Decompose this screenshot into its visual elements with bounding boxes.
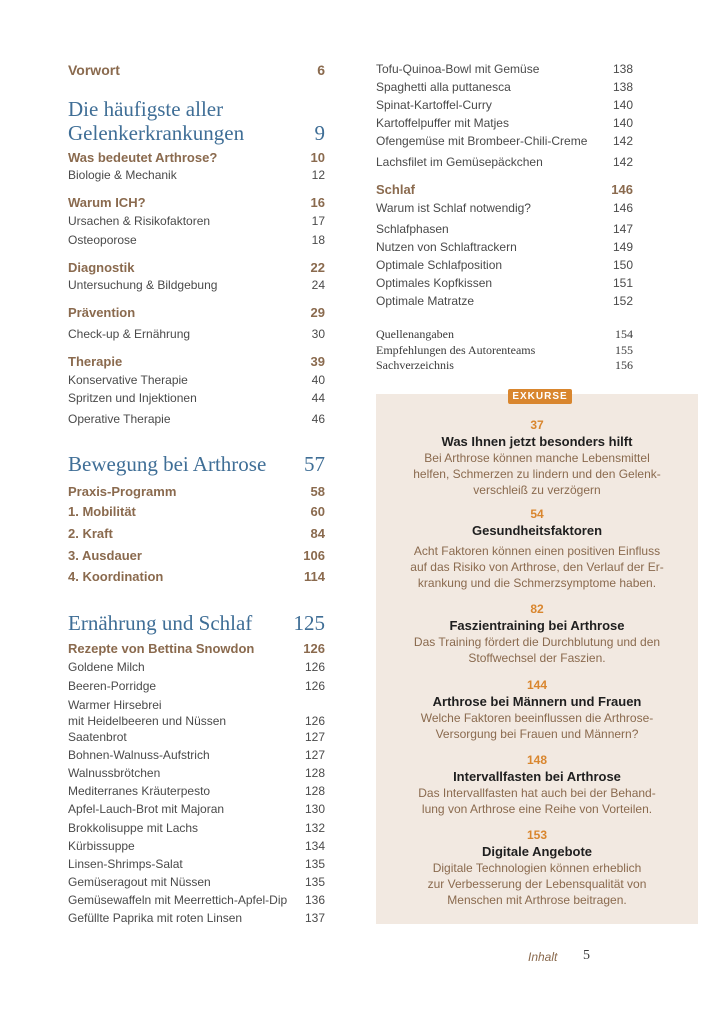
exkurs-desc: auf das Risiko von Arthrose, den Verlauf der Er- <box>410 560 664 574</box>
toc-page: 138 <box>612 62 633 76</box>
toc-section[interactable] <box>68 504 325 519</box>
toc-label: Optimales Kopfkissen <box>376 276 493 290</box>
toc-entry[interactable] <box>68 327 325 341</box>
toc-label: Kürbissuppe <box>68 839 135 853</box>
exkurs-page: 148 <box>526 753 548 767</box>
toc-entry[interactable] <box>68 730 325 744</box>
exkurs-title: Digitale Angebote <box>481 844 593 859</box>
toc-label: Spaghetti alla puttanesca <box>376 80 511 94</box>
exkurs-title: Gesundheitsfaktoren <box>471 523 603 538</box>
toc-entry[interactable] <box>68 214 325 228</box>
exkurs-desc: zur Verbesserung der Lebensqualität von <box>427 877 647 891</box>
toc-section[interactable] <box>68 569 325 584</box>
toc-section[interactable] <box>68 526 325 541</box>
toc-label: Konservative Therapie <box>68 373 188 387</box>
toc-page: 128 <box>304 784 325 798</box>
chapter-2-title[interactable] <box>68 452 325 476</box>
exkurs-item[interactable] <box>376 827 698 908</box>
toc-label: Osteoporose <box>68 233 137 247</box>
exkurs-item[interactable] <box>376 506 698 591</box>
exkurs-desc: helfen, Schmerzen zu lindern und den Gelenk- <box>413 467 661 481</box>
toc-label: Biologie & Mechanik <box>68 168 177 182</box>
toc-entry[interactable] <box>68 168 325 182</box>
toc-page: 10 <box>310 150 325 165</box>
chapter-page: 57 <box>304 452 325 476</box>
toc-entry[interactable] <box>376 116 633 130</box>
toc-label: Prävention <box>68 305 136 320</box>
toc-page: 146 <box>611 182 633 197</box>
toc-page: 58 <box>310 484 325 499</box>
exkurs-desc: verschleiß zu verzögern <box>473 483 601 497</box>
toc-entry-two-line[interactable] <box>68 697 325 729</box>
toc-page: 46 <box>311 412 325 426</box>
toc-page: 136 <box>304 893 325 907</box>
toc-page: 138 <box>612 80 633 94</box>
toc-label: Warum ist Schlaf notwendig? <box>376 201 531 215</box>
toc-label: Saatenbrot <box>68 730 127 744</box>
exkurs-page: 144 <box>526 678 548 692</box>
toc-label: Vorwort <box>68 62 120 78</box>
toc-entry[interactable] <box>68 893 325 907</box>
toc-section[interactable] <box>68 641 325 656</box>
toc-label: Ursachen & Risikofaktoren <box>68 214 211 228</box>
toc-label: Bohnen-Walnuss-Aufstrich <box>68 748 210 762</box>
toc-entry[interactable] <box>376 80 633 94</box>
chapter-title: Bewegung bei Arthrose <box>68 452 267 476</box>
toc-label: Quellenangaben <box>376 327 454 341</box>
toc-label: Mediterranes Kräuterpesto <box>68 784 211 798</box>
toc-entry[interactable] <box>68 857 325 871</box>
toc-entry[interactable] <box>68 911 325 925</box>
toc-entry[interactable] <box>376 201 633 215</box>
toc-page: 142 <box>612 134 633 148</box>
toc-entry[interactable] <box>376 155 633 169</box>
toc-label: Rezepte von Bettina Snowdon <box>68 641 255 656</box>
toc-label: Spritzen und Injektionen <box>68 391 197 405</box>
toc-label: 1. Mobilität <box>68 504 136 519</box>
exkurs-title: Was Ihnen jetzt besonders hilft <box>441 434 633 449</box>
exkurs-desc: lung von Arthrose eine Reihe von Vorteilen. <box>421 802 653 816</box>
toc-page: 44 <box>311 391 325 405</box>
toc-page: 12 <box>311 168 325 182</box>
toc-entry[interactable] <box>376 98 633 112</box>
toc-page: 29 <box>310 305 325 320</box>
toc-page: 40 <box>311 373 325 387</box>
toc-vorwort[interactable] <box>68 62 325 78</box>
exkurs-desc: Menschen mit Arthrose beitragen. <box>447 893 627 907</box>
toc-section[interactable] <box>68 305 325 320</box>
toc-entry[interactable] <box>68 679 325 693</box>
exkurs-title: Faszientraining bei Arthrose <box>449 618 625 633</box>
exkurs-desc: Digitale Technologien können erheblich <box>432 861 642 875</box>
toc-label: Diagnostik <box>68 260 135 275</box>
toc-page: 154 <box>615 327 633 341</box>
exkurs-item[interactable] <box>376 677 698 742</box>
chapter-3-title[interactable] <box>68 611 325 635</box>
toc-page: 146 <box>612 201 633 215</box>
toc-page: 156 <box>615 358 633 372</box>
toc-label: Sachverzeichnis <box>376 358 454 372</box>
toc-page: 126 <box>304 660 325 674</box>
toc-appendix[interactable] <box>376 343 633 358</box>
toc-page: 150 <box>612 258 633 272</box>
toc-page: 24 <box>311 278 325 292</box>
toc-page: 126 <box>304 679 325 693</box>
toc-page: 114 <box>304 569 325 584</box>
exkurs-desc: Acht Faktoren können einen positiven Einfluss <box>413 544 661 558</box>
toc-page: 39 <box>310 354 325 369</box>
toc-page: 140 <box>612 116 633 130</box>
toc-entry[interactable] <box>68 821 325 835</box>
toc-page: 127 <box>304 730 325 744</box>
toc-label: Operative Therapie <box>68 412 171 426</box>
toc-label: 3. Ausdauer <box>68 548 142 563</box>
exkurs-desc: Versorgung bei Frauen und Männern? <box>435 727 639 741</box>
toc-label: Brokkolisuppe mit Lachs <box>68 821 199 835</box>
toc-page: 155 <box>615 343 633 357</box>
toc-entry[interactable] <box>376 258 633 272</box>
toc-label: Schlafphasen <box>376 222 449 236</box>
toc-page: 30 <box>311 327 325 341</box>
toc-section[interactable] <box>68 260 325 275</box>
toc-label: Warum ICH? <box>68 195 146 210</box>
exkurs-desc: Bei Arthrose können manche Lebensmittel <box>424 451 650 465</box>
toc-appendix[interactable] <box>376 327 633 342</box>
toc-label: Optimale Matratze <box>376 294 475 308</box>
toc-entry[interactable] <box>68 278 325 292</box>
toc-page: 106 <box>303 548 325 563</box>
toc-page: 60 <box>310 504 325 519</box>
toc-section[interactable] <box>68 484 325 499</box>
exkurs-desc: Das Intervallfasten hat auch bei der Behand- <box>418 786 656 800</box>
toc-page: 16 <box>310 195 325 210</box>
toc-entry[interactable] <box>68 784 325 798</box>
toc-page: 149 <box>612 240 633 254</box>
toc-label: Nutzen von Schlaftrackern <box>376 240 517 254</box>
exkurs-item[interactable] <box>376 601 698 666</box>
footer-label: Inhalt <box>528 950 558 964</box>
page-number: 5 <box>583 948 590 963</box>
toc-page: 6 <box>317 62 325 78</box>
exkurs-page: 54 <box>530 507 544 521</box>
toc-entry[interactable] <box>68 233 325 247</box>
toc-appendix[interactable] <box>376 358 633 373</box>
toc-page: 17 <box>311 214 325 228</box>
toc-page: 135 <box>304 875 325 889</box>
toc-label: Gemüsewaffeln mit Meerrettich-Apfel-Dip <box>68 893 288 907</box>
toc-label: Optimale Schlafposition <box>376 258 503 272</box>
toc-section[interactable] <box>68 354 325 369</box>
toc-entry[interactable] <box>68 802 325 816</box>
toc-label: Empfehlungen des Autorenteams <box>376 343 536 357</box>
toc-entry[interactable] <box>376 62 633 76</box>
toc-label: Therapie <box>68 354 123 369</box>
exkurse-badge: EXKURSE <box>508 389 572 404</box>
toc-label: Tofu-Quinoa-Bowl mit Gemüse <box>376 62 540 76</box>
toc-label: Lachsfilet im Gemüsepäckchen <box>376 155 543 169</box>
toc-entry[interactable] <box>68 748 325 762</box>
toc-page: 147 <box>612 222 633 236</box>
toc-page: 128 <box>304 766 325 780</box>
toc-section[interactable] <box>68 150 325 165</box>
exkurs-desc: Welche Faktoren beeinflussen die Arthrose- <box>420 711 654 725</box>
toc-entry[interactable] <box>68 766 325 780</box>
exkurs-item[interactable] <box>376 752 698 817</box>
exkurs-title: Intervallfasten bei Arthrose <box>453 769 621 784</box>
exkurs-desc: Stoffwechsel der Faszien. <box>468 651 606 665</box>
toc-label: Beeren-Porridge <box>68 679 157 693</box>
toc-page: 127 <box>304 748 325 762</box>
toc-page: 152 <box>612 294 633 308</box>
toc-label: 2. Kraft <box>68 526 113 541</box>
chapter-1-title[interactable] <box>68 97 325 145</box>
toc-page: 142 <box>612 155 633 169</box>
chapter-page: 9 <box>314 121 325 145</box>
toc-label: Check-up & Ernährung <box>68 327 191 341</box>
chapter-title-line1: Die häufigste aller <box>68 97 224 121</box>
exkurs-desc: Das Training fördert die Durchblutung und den <box>413 635 661 649</box>
toc-entry[interactable] <box>68 391 325 405</box>
toc-label: Kartoffelpuffer mit Matjes <box>376 116 509 130</box>
toc-page: 84 <box>310 526 325 541</box>
chapter-title-line2: Gelenkerkrankungen <box>68 121 245 145</box>
toc-entry[interactable] <box>376 294 633 308</box>
toc-page: 134 <box>304 839 325 853</box>
exkurs-item[interactable] <box>376 417 698 498</box>
toc-label: Walnussbrötchen <box>68 766 161 780</box>
exkurs-title: Arthrose bei Männern und Frauen <box>432 694 642 709</box>
toc-page: 126 <box>304 714 325 728</box>
toc-label-line2: mit Heidelbeeren und Nüssen <box>68 714 227 728</box>
toc-label: Ofengemüse mit Brombeer-Chili-Creme <box>376 134 588 148</box>
toc-page: 18 <box>311 233 325 247</box>
toc-label: Was bedeutet Arthrose? <box>68 150 218 165</box>
toc-label: Apfel-Lauch-Brot mit Majoran <box>68 802 225 816</box>
toc-entry[interactable] <box>68 412 325 426</box>
toc-label: Schlaf <box>376 182 416 197</box>
toc-label-line1: Warmer Hirsebrei <box>68 698 162 712</box>
toc-page: 151 <box>612 276 633 290</box>
toc-entry[interactable] <box>376 134 633 148</box>
toc-label: Spinat-Kartoffel-Curry <box>376 98 492 112</box>
toc-label: Goldene Milch <box>68 660 145 674</box>
toc-entry[interactable] <box>68 875 325 889</box>
toc-label: 4. Koordination <box>68 569 164 584</box>
toc-entry[interactable] <box>68 660 325 674</box>
toc-label: Praxis-Programm <box>68 484 177 499</box>
toc-section[interactable] <box>68 548 325 563</box>
toc-page: 22 <box>310 260 325 275</box>
toc-entry[interactable] <box>68 839 325 853</box>
toc-label: Gemüseragout mit Nüssen <box>68 875 211 889</box>
exkurs-page: 37 <box>530 418 544 432</box>
toc-section[interactable] <box>376 182 633 197</box>
toc-label: Linsen-Shrimps-Salat <box>68 857 183 871</box>
exkurs-desc: krankung und die Schmerzsymptome haben. <box>417 576 657 590</box>
chapter-page: 125 <box>293 611 325 635</box>
toc-page: 132 <box>304 821 325 835</box>
toc-page: 135 <box>304 857 325 871</box>
toc-label: Gefüllte Paprika mit roten Linsen <box>68 911 243 925</box>
chapter-title: Ernährung und Schlaf <box>68 611 253 635</box>
toc-page: 126 <box>303 641 325 656</box>
toc-entry[interactable] <box>376 240 633 254</box>
exkurs-page: 82 <box>530 602 544 616</box>
toc-entry[interactable] <box>68 373 325 387</box>
toc-page: 130 <box>304 802 325 816</box>
toc-section[interactable] <box>68 195 325 210</box>
toc-entry[interactable] <box>376 222 633 236</box>
exkurs-page: 153 <box>526 828 548 842</box>
toc-page: 137 <box>304 911 325 925</box>
toc-label: Untersuchung & Bildgebung <box>68 278 218 292</box>
toc-page: 140 <box>612 98 633 112</box>
toc-entry[interactable] <box>376 276 633 290</box>
